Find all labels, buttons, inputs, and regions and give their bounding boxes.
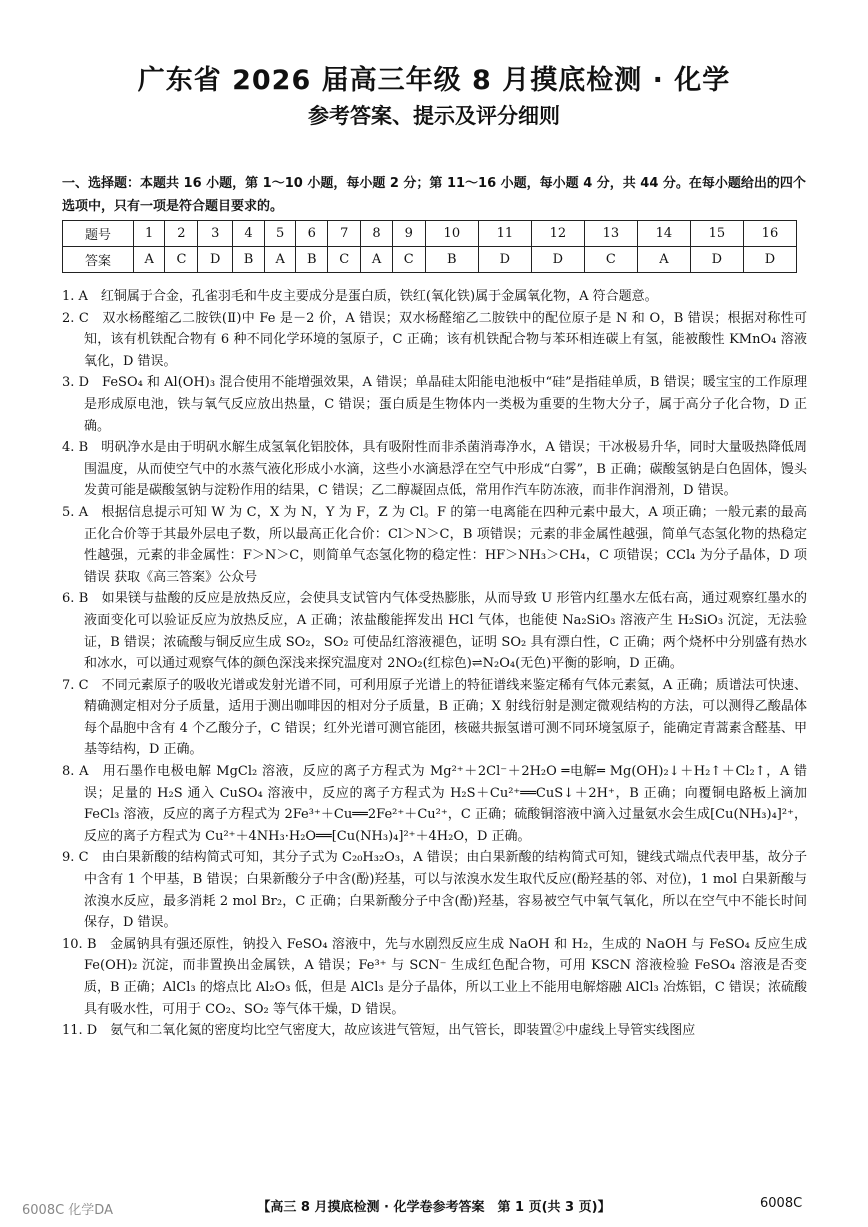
footer-code: 6008C xyxy=(760,1196,803,1211)
table-cell: 5 xyxy=(264,221,295,247)
page-title: 广东省 2026 届高三年级 8 月摸底检测 · 化学 xyxy=(137,65,731,96)
table-cell: 8 xyxy=(361,221,392,247)
page-subtitle: 参考答案、提示及评分细则 xyxy=(308,104,560,128)
table-cell: 11 xyxy=(478,221,531,247)
table-cell: 1 xyxy=(134,221,165,247)
row-label-number: 题号 xyxy=(63,221,134,247)
table-cell: D xyxy=(531,247,584,273)
table-cell: 7 xyxy=(328,221,361,247)
footer-page-info: 【高三 8 月摸底检测 · 化学卷参考答案 第 1 页(共 3 页)】 xyxy=(257,1200,611,1215)
table-cell: D xyxy=(198,247,233,273)
table-cell: 10 xyxy=(425,221,478,247)
table-cell: D xyxy=(690,247,743,273)
table-cell: 16 xyxy=(743,221,796,247)
explanation-item: 9. C 由白果新酸的结构简式可知，其分子式为 C₂₀H₃₂O₃，A 错误；由白果新酸的结构简式可知，键线式端点代表甲基，故分子中含有 1 个甲基，B 错误；白果新酸分子中含(酚)羟基，可以与浓溴水发生取代反应(酚羟基的邻、对位)，1 mol 白果新酸与浓溴水反应，最多消耗 2 mol Br₂，C 正确；白果新酸分子中含(酚)羟基，容易被空气中氧气氧化，所以在空气中不能长时间保存，D 错误。 xyxy=(62,850,807,931)
table-cell: 2 xyxy=(165,221,198,247)
table-cell: 3 xyxy=(198,221,233,247)
explanation-item: 3. D FeSO₄ 和 Al(OH)₃ 混合使用不能增强效果，A 错误；单晶硅太阳能电池板中“硅”是指硅单质，B 错误；暖宝宝的工作原理是形成原电池，铁与氧气反应放出热量，C 错误；蛋白质是生物体内一类极为重要的生物大分子，属于高分子化合物，D 正确。 xyxy=(62,375,807,434)
explanation-item: 5. A 根据信息提示可知 W 为 C，X 为 N，Y 为 F，Z 为 Cl。F 的第一电离能在四种元素中最大，A 项正确；一般元素的最高正化合价等于其最外层电子数，所以最高正化合价：Cl＞N＞C，B 项错误；元素的非金属性越强，简单气态氢化物的热稳定性越强，元素的非金属性：F＞N＞C，则简单气态氢化物的稳定性：HF＞NH₃＞CH₄，C 项错误；CCl₄ 为分子晶体，D 项错误 获取《高三答案》公众号 xyxy=(62,504,807,585)
table-row-numbers xyxy=(63,221,797,247)
section-heading: 一、选择题：本题共 16 小题，第 1～10 小题，每小题 2 分；第 11～16 小题，每小题 4 分，共 44 分。在每小题给出的四个选项中，只有一项是符合题目要求的。 xyxy=(62,176,806,214)
explanation-item: 6. B 如果镁与盐酸的反应是放热反应，会使具支试管内气体受热膨胀，从而导致 U 形管内红墨水左低右高，通过观察红墨水的液面变化可以验证反应为放热反应，A 正确；浓盐酸能挥发出 HCl 气体，也能使 Na₂SiO₃ 溶液产生 H₂SiO₃ 沉淀，无法验证，B 错误；浓硫酸与铜反应生成 SO₂，SO₂ 可使品红溶液褪色，证明 SO₂ 具有漂白性，C 正确；两个烧杯中分别盛有热水和冰水，可以通过观察气体的颜色深浅来探究温度对 2NO₂(红棕色)⇌N₂O₄(无色)平衡的影响，D 正确。 xyxy=(62,591,807,672)
table-cell: B xyxy=(233,247,265,273)
table-cell: B xyxy=(296,247,328,273)
answer-table xyxy=(62,220,797,273)
explanation-item: 11. D 氨气和二氧化氮的密度均比空气密度大，故应该进气管短，出气管长，即装置②中虚线上导管实线图应 xyxy=(62,1023,696,1039)
explanation-item: 8. A 用石墨作电极电解 MgCl₂ 溶液，反应的离子方程式为 Mg²⁺＋2Cl⁻＋2H₂O ═电解═ Mg(OH)₂↓＋H₂↑＋Cl₂↑，A 错误；足量的 H₂S 通入 CuSO₄ 溶液中，反应的离子方程式为 H₂S＋Cu²⁺══CuS↓＋2H⁺，B 正确；向覆铜电路板上滴加 FeCl₃ 溶液，反应的离子方程式为 2Fe³⁺＋Cu══2Fe²⁺＋Cu²⁺，C 正确；硫酸铜溶液中滴入过量氨水会生成[Cu(NH₃)₄]²⁺，反应的离子方程式为 Cu²⁺＋4NH₃·H₂O══[Cu(NH₃)₄]²⁺＋4H₂O，D 正确。 xyxy=(62,764,807,844)
table-cell: 15 xyxy=(690,221,743,247)
table-cell: 4 xyxy=(233,221,265,247)
table-cell: B xyxy=(425,247,478,273)
explanation-item: 10. B 金属钠具有强还原性，钠投入 FeSO₄ 溶液中，先与水剧烈反应生成 NaOH 和 H₂，生成的 NaOH 与 FeSO₄ 反应生成 Fe(OH)₂ 沉淀，而非置换出金属铁，A 错误；Fe³⁺ 与 SCN⁻ 生成红色配合物，可用 KSCN 溶液检验 FeSO₄ 溶液是否变质，B 正确；AlCl₃ 的熔点比 Al₂O₃ 低，但是 AlCl₃ 是分子晶体，所以工业上不能用电解熔融 AlCl₃ 冶炼铝，C 错误；浓硫酸具有吸水性，可用于 CO₂、SO₂ 等气体干燥，D 错误。 xyxy=(62,936,807,1017)
table-cell: 12 xyxy=(531,221,584,247)
table-cell: A xyxy=(264,247,295,273)
explanation-item: 7. C 不同元素原子的吸收光谱或发射光谱不同，可利用原子光谱上的特征谱线来鉴定稀有气体元素氦，A 正确；质谱法可快速、精确测定相对分子质量，适用于测出咖啡因的相对分子质量，B 正确；X 射线衍射是测定微观结构的方法，可以测得乙酸晶体每个晶胞中含有 4 个乙酸分子，C 错误；红外光谱可测官能团，核磁共振氢谱可测不同环境氢原子，能确定青蒿素含醛基、甲基等结构，D 正确。 xyxy=(62,677,807,758)
table-cell: A xyxy=(134,247,165,273)
table-cell: A xyxy=(637,247,690,273)
table-cell: C xyxy=(165,247,198,273)
table-cell: C xyxy=(584,247,637,273)
table-cell: 14 xyxy=(637,221,690,247)
footer-watermark: 6008C 化学DA xyxy=(22,1203,113,1218)
table-cell: C xyxy=(328,247,361,273)
explanation-item: 2. C 双水杨醛缩乙二胺铁(Ⅱ)中 Fe 是－2 价，A 错误；双水杨醛缩乙二胺铁中的配位原子是 N 和 O，B 错误；根据对称性可知，该有机铁配合物有 6 种不同化学环境的氢原子，C 正确；该有机铁配合物与苯环相连碳上有氢，能被酸性 KMnO₄ 溶液氧化，D 错误。 xyxy=(62,310,807,369)
table-cell: 6 xyxy=(296,221,328,247)
table-cell: 9 xyxy=(392,221,425,247)
table-cell: A xyxy=(361,247,392,273)
row-label-answer: 答案 xyxy=(63,247,134,273)
table-cell: D xyxy=(478,247,531,273)
table-row-answers xyxy=(63,247,797,273)
table-cell: 13 xyxy=(584,221,637,247)
explanation-item: 4. B 明矾净水是由于明矾水解生成氢氧化铝胶体，具有吸附性而非杀菌消毒净水，A 错误；干冰极易升华，同时大量吸热降低周围温度，从而使空气中的水蒸气液化形成小水滴，这些小水滴悬浮在空气中形成“白雾”，B 正确；碳酸氢钠是白色固体，馒头发黄可能是碳酸氢钠与淀粉作用的结果，C 错误；乙二醇凝固点低，常用作汽车防冻液，而非作润滑剂，D 错误。 xyxy=(62,440,807,499)
table-cell: D xyxy=(743,247,796,273)
explanation-item: 1. A 红铜属于合金，孔雀羽毛和牛皮主要成分是蛋白质，铁红(氧化铁)属于金属氧化物，A 符合题意。 xyxy=(62,289,658,304)
table-cell: C xyxy=(392,247,425,273)
answer-explanations xyxy=(62,286,807,1042)
